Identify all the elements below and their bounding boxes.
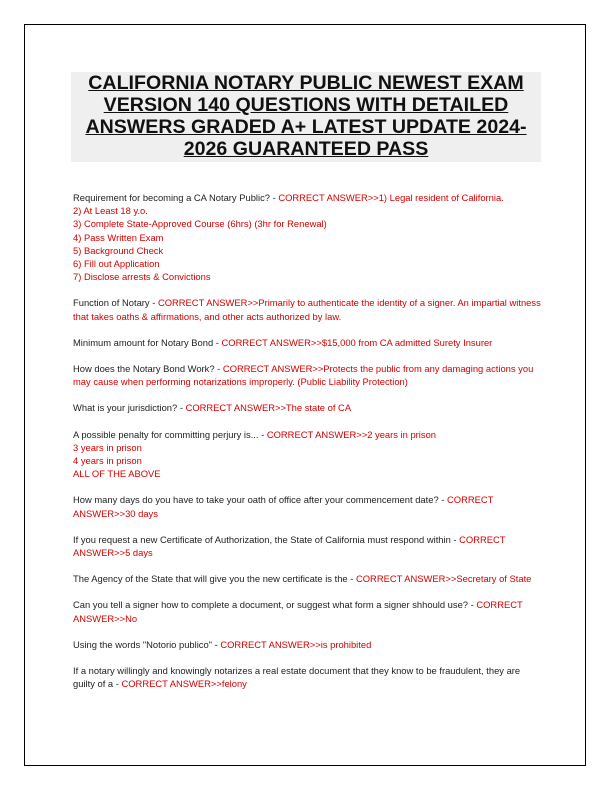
answer-text: CORRECT ANSWER>>Protects the public from any damaging actions you may cause when performing notarizations improperly. (Public Liability Protection) — [73, 363, 534, 388]
answer-extra-line: 3 years in prison — [73, 441, 142, 453]
answer-text: CORRECT ANSWER>>Primarily to authenticate the identity of a signer. An impartial witness that takes oaths & affirmations, and other acts authorized by law. — [73, 297, 541, 322]
qa-item — [73, 362, 543, 388]
separator: - — [113, 678, 122, 690]
answer-text: CORRECT ANSWER>>Secretary of State — [355, 573, 532, 585]
question-text: What is your jurisdiction? — [73, 402, 178, 414]
question-text: Minimum amount for Notary Bond — [73, 336, 214, 348]
qa-item — [73, 493, 543, 519]
separator: - — [468, 599, 477, 611]
separator: - — [450, 533, 460, 545]
answer-text: CORRECT ANSWER>>is prohibited — [220, 638, 372, 650]
answer-text: CORRECT ANSWER>>5 days — [73, 533, 506, 559]
question-text: How many days do you have to take your oath of office after your commencement date? — [73, 494, 439, 506]
question-text: Function of Notary — [73, 297, 150, 309]
question-text: If a notary willingly and knowingly notarizes a real estate document that they know to be fraudulent, they are guilty of a — [73, 665, 521, 690]
separator: - — [269, 192, 279, 203]
answer-extra-line: 6) Fill out Application — [73, 258, 160, 270]
qa-item — [73, 664, 543, 690]
qa-item — [73, 191, 543, 283]
answer-extra-line: 7) Disclose arrests & Convictions — [73, 271, 211, 283]
qa-item — [73, 401, 543, 414]
separator: - — [213, 336, 222, 348]
qa-list — [73, 191, 543, 703]
title-block — [71, 72, 541, 162]
separator: - — [258, 428, 267, 440]
qa-item — [73, 638, 543, 651]
answer-extra-line: 4) Pass Written Exam — [73, 231, 164, 243]
answer-extra-line: 3) Complete State-Approved Course (6hrs) (3hr for Renewal) — [73, 218, 327, 230]
answer-extra-line: ALL OF THE ABOVE — [73, 468, 161, 480]
separator: - — [347, 573, 356, 585]
qa-item — [73, 296, 543, 322]
qa-item — [73, 533, 543, 559]
question-text: If you request a new Certificate of Authorization, the State of California must respond within — [73, 533, 451, 545]
separator: - — [212, 638, 221, 650]
qa-item — [73, 428, 543, 481]
document-title: CALIFORNIA NOTARY PUBLIC NEWEST EXAM VERSION 140 QUESTIONS WITH DETAILED ANSWERS GRADED A+ LATEST UPDATE 2024-2026 GUARANTEED PASS — [85, 72, 527, 160]
question-text: Using the words "Notorio publico" — [73, 638, 213, 650]
answer-extra-line: 4 years in prison — [73, 455, 142, 467]
separator: - — [438, 494, 447, 506]
separator: - — [177, 402, 186, 414]
answer-text: CORRECT ANSWER>>1) Legal resident of California. — [278, 192, 504, 203]
qa-item — [73, 336, 543, 349]
question-text: Requirement for becoming a CA Notary Public? — [73, 192, 270, 203]
separator: - — [149, 297, 158, 309]
question-text: Can you tell a signer how to complete a document, or suggest what form a signer shhould use? — [73, 599, 469, 611]
qa-item — [73, 598, 543, 624]
answer-text: CORRECT ANSWER>>No — [73, 599, 523, 624]
question-text: How does the Notary Bond Work? — [73, 363, 215, 375]
answer-text: CORRECT ANSWER>>$15,000 from CA admitted Surety Insurer — [221, 336, 493, 348]
answer-text: CORRECT ANSWER>>30 days — [73, 494, 494, 519]
answer-text: CORRECT ANSWER>>The state of CA — [185, 402, 352, 414]
separator: - — [214, 363, 223, 375]
answer-extra-line: 2) At Least 18 y.o. — [73, 205, 148, 217]
question-text: A possible penalty for committing perjury is... — [73, 428, 259, 440]
question-text: The Agency of the State that will give you the new certificate is the — [73, 573, 348, 585]
answer-text: CORRECT ANSWER>>felony — [121, 678, 247, 690]
answer-extra-line: 5) Background Check — [73, 244, 164, 256]
qa-item — [73, 572, 543, 585]
answer-text: CORRECT ANSWER>>2 years in prison — [266, 428, 436, 440]
